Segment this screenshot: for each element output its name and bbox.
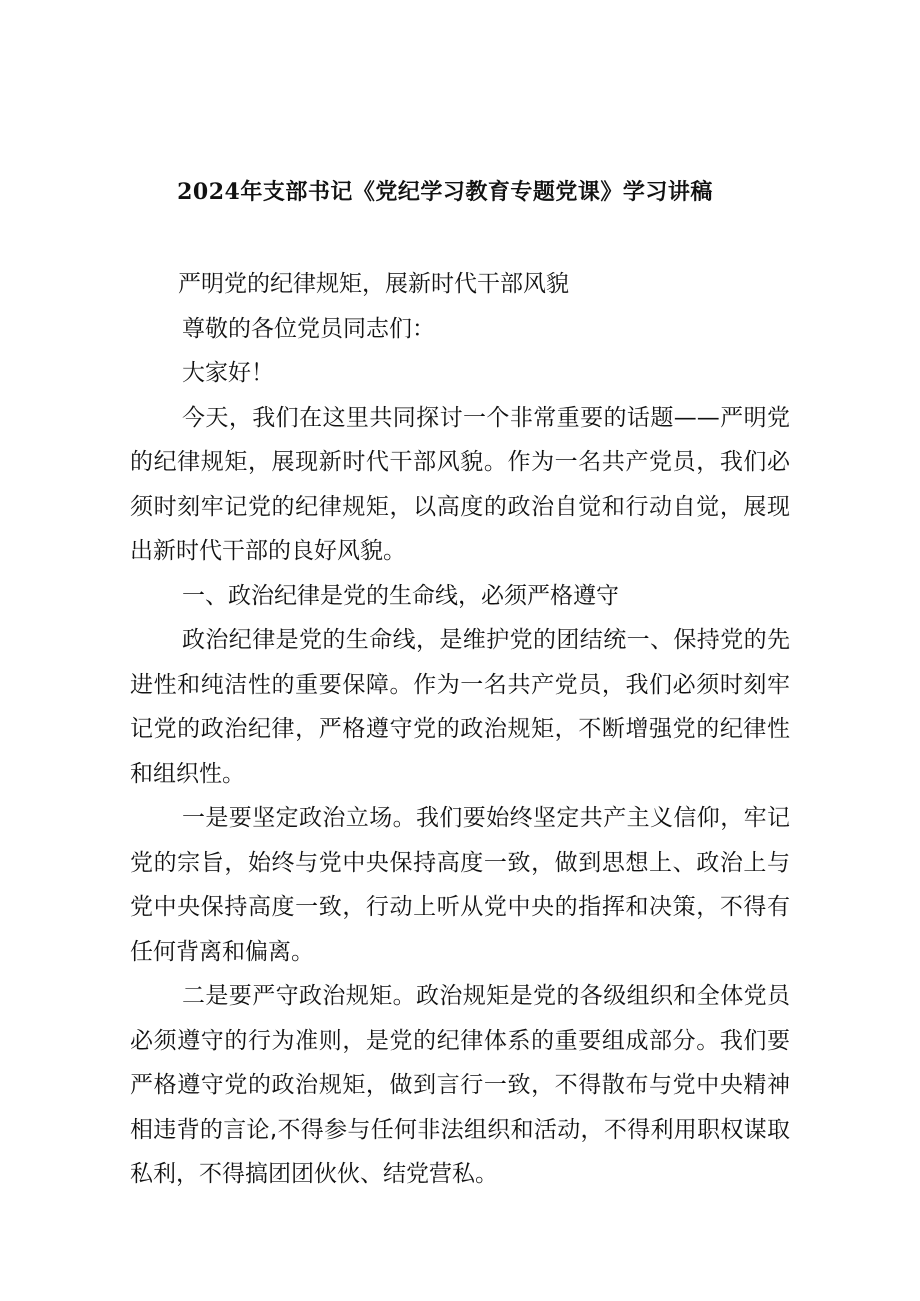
subtitle-paragraph: 严明党的纪律规矩，展新时代干部风貌	[178, 271, 569, 297]
section-heading: 一、政治纪律是党的生命线，必须严格遵守	[182, 582, 619, 609]
greeting-paragraph: 大家好！	[182, 360, 274, 386]
body-paragraph: 一是要坚定政治立场。我们要始终坚定共产主义信仰，牢记党的宗旨，始终与党中央保持高度一致，做到思想上、政治上与党中央保持高度一致，行动上听从党中央的指挥和决策，不得有任何背离和偏离。	[130, 805, 790, 965]
document-title: 2024年支部书记《党纪学习教育专题党课》学习讲稿	[177, 179, 713, 205]
body-paragraph: 政治纪律是党的生命线，是维护党的团结统一、保持党的先进性和纯洁性的重要保障。作为一名共产党员，我们必须时刻牢记党的政治纪律，严格遵守党的政治规矩，不断增强党的纪律性和组织性。	[130, 627, 790, 787]
salutation-paragraph: 尊敬的各位党员同志们：	[182, 315, 435, 342]
intro-paragraph: 今天，我们在这里共同探讨一个非常重要的话题——严明党的纪律规矩，展现新时代干部风貌。作为一名共产党员，我们必须时刻牢记党的纪律规矩，以高度的政治自觉和行动自觉，展现出新时代干部的良好风貌。	[130, 404, 790, 564]
document-body	[130, 262, 790, 1197]
body-paragraph: 二是要严守政治规矩。政治规矩是党的各级组织和全体党员必须遵守的行为准则，是党的纪律体系的重要组成部分。我们要严格遵守党的政治规矩，做到言行一致，不得散布与党中央精神相违背的言论,不得参与任何非法组织和活动，不得利用职权谋取私利，不得搞团团伙伙、结党营私。	[130, 983, 790, 1187]
